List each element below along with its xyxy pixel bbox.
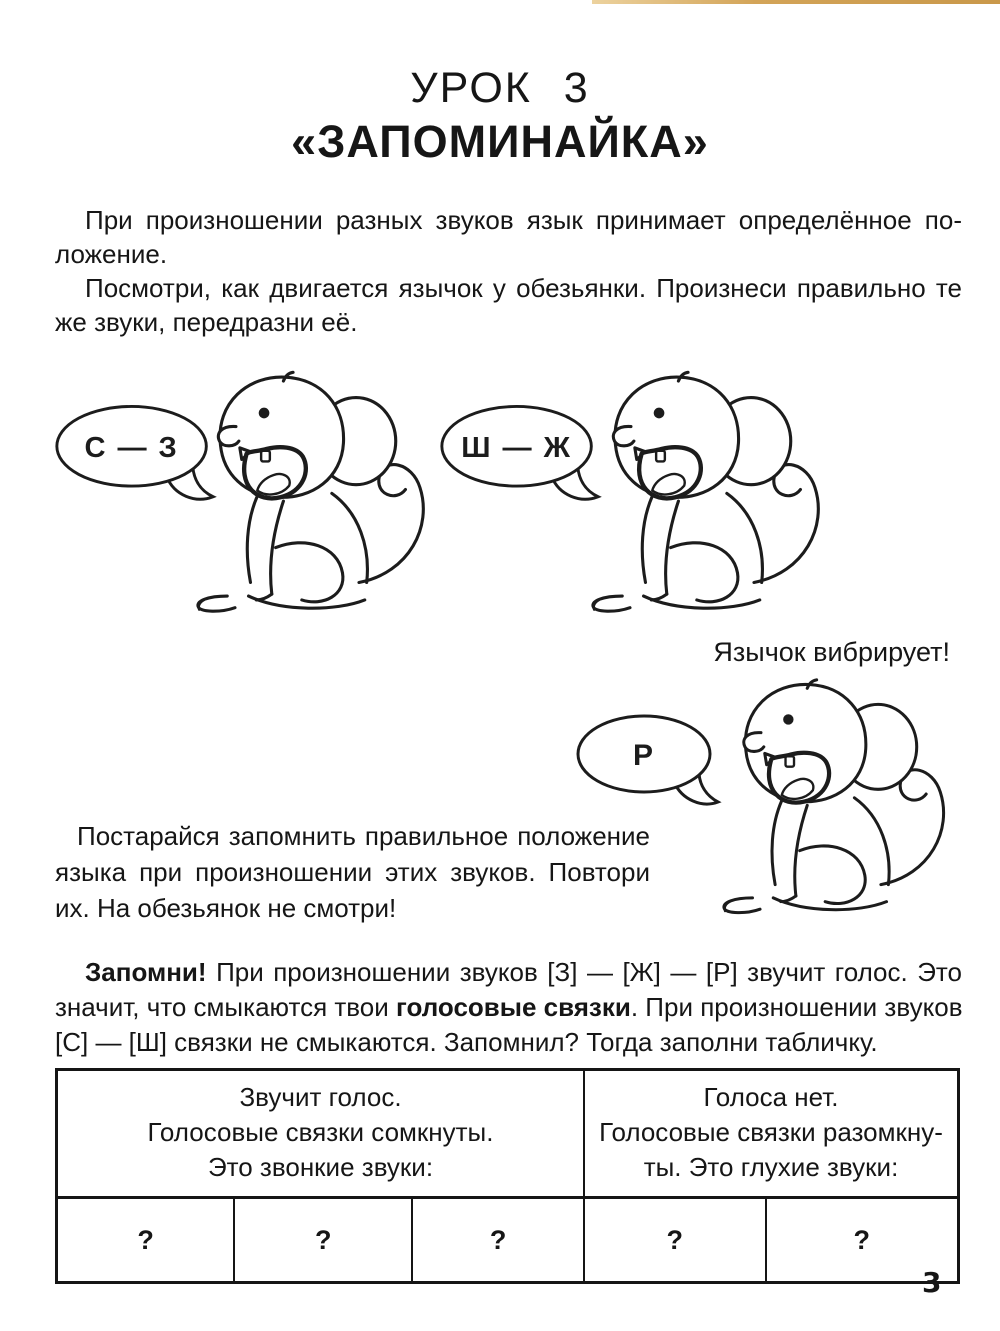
table-cell-question-5: ?: [765, 1199, 957, 1281]
page-number: 3: [922, 1266, 942, 1299]
bubble-s-z-label: С — З: [84, 431, 179, 464]
practice-paragraph: [55, 818, 650, 926]
table-cell-question-3: ?: [411, 1199, 583, 1281]
table-cell-question-2: ?: [233, 1199, 411, 1281]
sounds-table-header-row: [58, 1071, 957, 1199]
intro-p2-line1: Посмотри, как двигается язычок у обезьянки. Произнеси правильно те: [85, 273, 962, 303]
remember-keyword: Запомни!: [85, 957, 207, 987]
table-cell-question-1: ?: [137, 1224, 154, 1255]
remember-line2: [55, 990, 962, 1025]
bubble-r-label: Р: [632, 739, 656, 772]
table-header-voiced: [58, 1071, 583, 1196]
remember-line1-rest: При произношении звуков [З] — [Ж] — [Р] звучит голос. Это: [206, 957, 962, 987]
bubble-sh-zh-label: Ш — Ж: [461, 431, 572, 464]
intro-paragraphs: [55, 203, 962, 339]
header-voiced-line2: Голосовые связки сомкнуты.: [147, 1117, 494, 1147]
sounds-table: [55, 1068, 960, 1284]
remember-line2-post: . При произношении звуков: [630, 992, 963, 1022]
intro-p2-line2: же звуки, передразни её.: [55, 307, 358, 337]
practice-line3: их. На обезьянок не смотри!: [55, 893, 397, 923]
remember-line1: [55, 955, 962, 990]
page-title-lesson: УРОК 3: [410, 64, 590, 112]
sounds-table-answer-row: [58, 1199, 957, 1281]
remember-paragraph: [55, 955, 962, 1060]
practice-line2: языка при произношении этих звуков. Повтори: [55, 857, 650, 887]
header-voiceless-line1: Голоса нет.: [703, 1082, 839, 1112]
table-cell-question-4: ?: [583, 1199, 765, 1281]
remember-line3: [С] — [Ш] связки не смыкаются. Запомнил? Тогда заполни табличку.: [55, 1027, 878, 1057]
intro-p1-line2: ложение.: [55, 239, 168, 269]
practice-line1: Постарайся запомнить правильное положение: [77, 821, 650, 851]
table-header-voiceless: [583, 1071, 957, 1196]
remember-term-vocal-cords: голосовые связки: [396, 992, 631, 1022]
header-voiced-line1: Звучит голос.: [239, 1082, 402, 1112]
header-voiceless-line2: Голосовые связки разомкну-: [599, 1117, 943, 1147]
page-title-name: «ЗАПОМИНАЙКА»: [291, 116, 709, 167]
header-voiced-line3: Это звонкие звуки:: [207, 1152, 434, 1182]
monkey-illustration-1: [165, 352, 427, 628]
page-top-edge-decoration: [592, 0, 1000, 4]
monkey-illustration-2: [560, 352, 822, 628]
caption-tongue-vibrates: Язычок вибрирует!: [713, 637, 950, 667]
intro-p1-line1: При произношении разных звуков язык принимает определённое по-: [85, 205, 962, 235]
header-voiceless-line3: ты. Это глухие звуки:: [643, 1152, 899, 1182]
monkey-illustration-3: [692, 660, 947, 929]
remember-line2-pre: значит, что смыкаются твои: [55, 992, 397, 1022]
